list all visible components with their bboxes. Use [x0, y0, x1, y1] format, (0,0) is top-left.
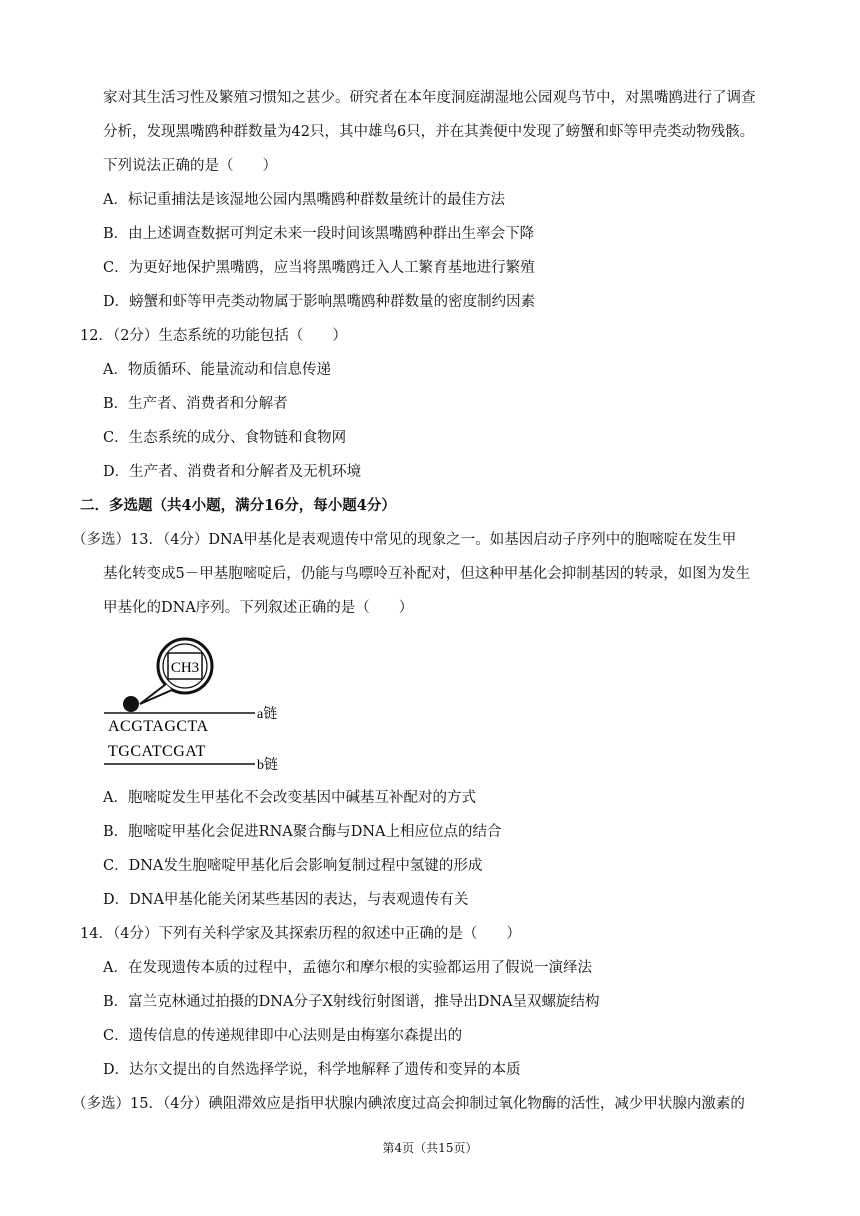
q13-option-c: C．DNA发生胞嘧啶甲基化后会影响复制过程中氢键的形成	[103, 858, 483, 874]
q13-stem-line-2: 基化转变成5－甲基胞嘧啶后，仍能与鸟嘌呤互补配对，但这种甲基化会抑制基因的转录，如图为发生	[103, 566, 751, 582]
q14-stem: 14．（4分）下列有关科学家及其探索历程的叙述中正确的是（ ）	[80, 926, 521, 942]
q12-option-d: D．生产者、消费者和分解者及无机环境	[103, 464, 362, 480]
strand-b-label: b链	[257, 758, 278, 773]
q11-stem-line-3: 下列说法正确的是（ ）	[103, 158, 277, 174]
q14-option-c: C．遗传信息的传递规律即中心法则是由梅塞尔森提出的	[103, 1028, 463, 1044]
q14-option-a: A．在发现遗传本质的过程中，孟德尔和摩尔根的实验都运用了假说一演绎法	[103, 960, 592, 976]
q13-option-d: D．DNA甲基化能关闭某些基因的表达，与表观遗传有关	[103, 892, 469, 908]
q15-stem-line-1: （多选）15．（4分）碘阻滞效应是指甲状腺内碘浓度过高会抑制过氧化物酶的活性，减少甲状腺内激素的	[72, 1096, 745, 1112]
q12-option-a: A．物质循环、能量流动和信息传递	[103, 362, 331, 378]
q12-option-b: B．生产者、消费者和分解者	[103, 396, 288, 412]
section-heading: 二．多选题（共4小题，满分16分，每小题4分）	[80, 497, 396, 514]
q13-stem-line-3: 甲基化的DNA序列。下列叙述正确的是（ ）	[103, 600, 414, 616]
q14-option-d: D．达尔文提出的自然选择学说，科学地解释了遗传和变异的本质	[103, 1062, 521, 1078]
q11-option-d: D．螃蟹和虾等甲壳类动物属于影响黑嘴鸥种群数量的密度制约因素	[103, 294, 536, 310]
page-footer: 第4页（共15页）	[382, 1141, 478, 1155]
strand-b-sequence: TGCATCGAT	[108, 743, 206, 760]
strand-a-label: a链	[257, 707, 278, 722]
q14-option-b: B．富兰克林通过拍摄的DNA分子X射线衍射图谱，推导出DNA呈双螺旋结构	[103, 994, 600, 1010]
q12-option-c: C．生态系统的成分、食物链和食物网	[103, 430, 347, 446]
q11-option-b: B．由上述调查数据可判定未来一段时间该黑嘴鸥种群出生率会下降	[103, 226, 535, 242]
strand-a-sequence: ACGTAGCTA	[108, 718, 209, 735]
methyl-dot	[123, 696, 139, 712]
q13-option-b: B．胞嘧啶甲基化会促进RNA聚合酶与DNA上相应位点的结合	[103, 824, 502, 840]
dna-methylation-figure	[100, 636, 280, 776]
q13-option-a: A．胞嘧啶发生甲基化不会改变基因中碱基互补配对的方式	[103, 790, 476, 806]
methyl-label: CH3	[170, 660, 200, 676]
q11-option-c: C．为更好地保护黑嘴鸥，应当将黑嘴鸥迁入人工繁育基地进行繁殖	[103, 260, 535, 276]
q11-stem-line-2: 分析，发现黑嘴鸥种群数量为42只，其中雄鸟6只，并在其粪便中发现了螃蟹和虾等甲壳类动物残骸。	[103, 124, 755, 140]
q13-stem-line-1: （多选）13．（4分）DNA甲基化是表观遗传中常见的现象之一。如基因启动子序列中的胞嘧啶在发生甲	[72, 532, 737, 548]
q11-stem-line-1: 家对其生活习性及繁殖习惯知之甚少。研究者在本年度洞庭湖湿地公园观鸟节中，对黑嘴鸥进行了调查	[103, 90, 756, 106]
q12-stem: 12．（2分）生态系统的功能包括（ ）	[80, 328, 347, 344]
q11-option-a: A．标记重捕法是该湿地公园内黑嘴鸥种群数量统计的最佳方法	[103, 192, 505, 208]
